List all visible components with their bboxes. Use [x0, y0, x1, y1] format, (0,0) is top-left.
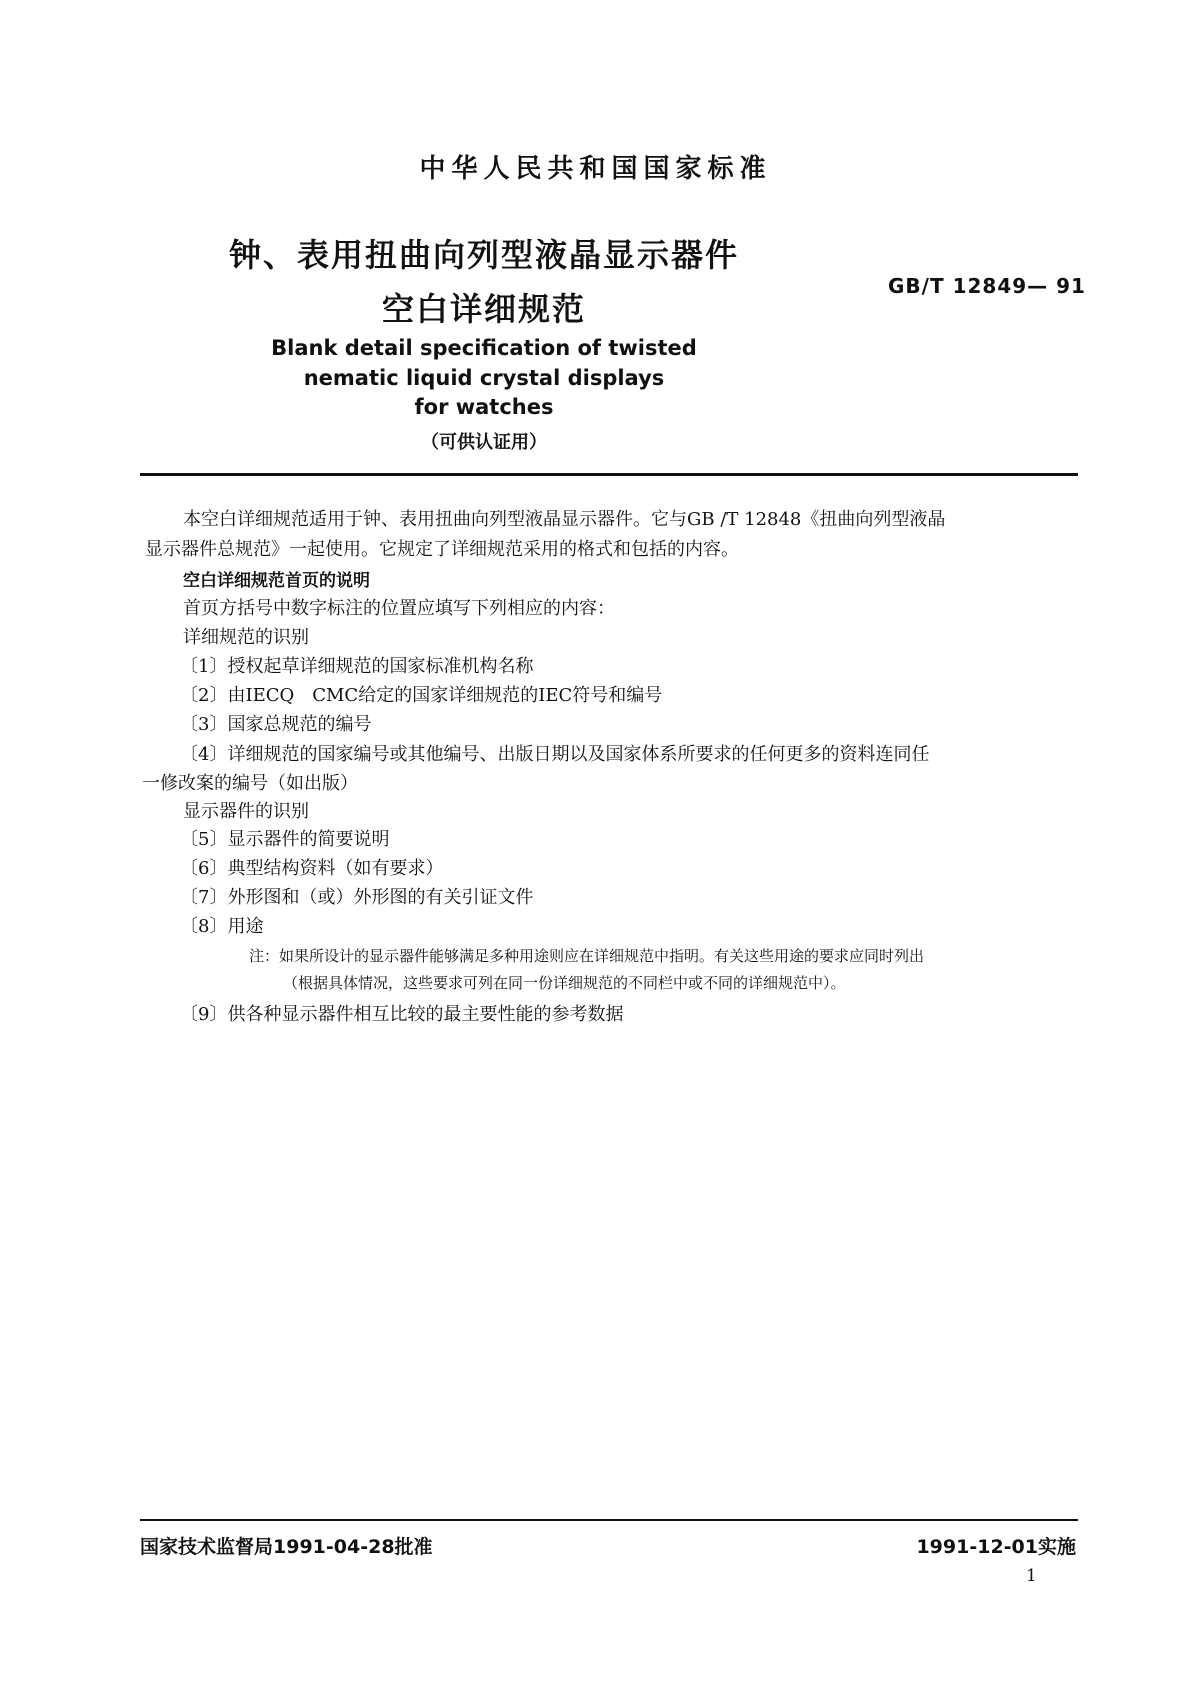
item-number: 〔7〕: [180, 887, 228, 908]
note-line-2: （根据具体情况，这些要求可列在同一份详细规范的不同栏中或不同的详细规范中）。: [283, 974, 846, 992]
item-number: 〔4〕: [180, 744, 228, 765]
english-title-line-2: nematic liquid crystal displays: [303, 366, 665, 390]
item-4-continuation: 一修改案的编号（如出版）: [142, 773, 358, 794]
intro-line-1: 本空白详细规范适用于钟、表用扭曲向列型液晶显示器件。它与GB /T 12848《扭曲向列型液晶: [183, 509, 946, 530]
certification-note: （可供认证用）: [421, 432, 547, 453]
note-line-1: 注：如果所设计的显示器件能够满足多种用途则应在详细规范中指明。有关这些用途的要求应同时列出: [249, 947, 925, 965]
page-number: 1: [1026, 1566, 1037, 1586]
list-item: [180, 825, 389, 851]
effective-date: 1991-12-01实施: [916, 1536, 1076, 1558]
item-number: 〔3〕: [180, 714, 228, 735]
item-text: 外形图和（或）外形图的有关引证文件: [227, 887, 534, 908]
item-text: 用途: [227, 916, 264, 937]
title-line-2: 空白详细规范: [381, 290, 586, 328]
list-item: [180, 912, 263, 938]
item-text: 显示器件的简要说明: [227, 829, 390, 850]
item-text: 国家总规范的编号: [227, 714, 372, 735]
item-number: 〔1〕: [180, 656, 228, 677]
group-heading-display-id: 显示器件的识别: [183, 801, 309, 822]
issuer: 中华人民共和国国家标准: [419, 154, 772, 184]
header-rule: [140, 473, 1078, 476]
item-number: 〔2〕: [180, 685, 228, 706]
item-text: 授权起草详细规范的国家标准机构名称: [227, 656, 534, 677]
approval-info: 国家技术监督局1991-04-28批准: [140, 1536, 433, 1558]
list-item: [180, 1000, 623, 1026]
list-item: [180, 652, 533, 678]
english-title-line-1: Blank detail specification of twisted: [271, 336, 697, 360]
item-text: 供各种显示器件相互比较的最主要性能的参考数据: [227, 1004, 624, 1025]
list-item: [180, 854, 443, 880]
list-item: [180, 883, 533, 909]
list-item: [180, 710, 371, 736]
group-heading-spec-id: 详细规范的识别: [183, 627, 309, 648]
item-number: 〔8〕: [180, 916, 228, 937]
item-number: 〔9〕: [180, 1004, 228, 1025]
standard-number: GB/T 12849— 91: [888, 274, 1086, 298]
item-text: 由IECQ CMC给定的国家详细规范的IEC符号和编号: [227, 685, 663, 706]
item-text: 详细规范的国家编号或其他编号、出版日期以及国家体系所要求的任何更多的资料连同任: [227, 744, 930, 765]
footer-rule: [140, 1519, 1078, 1521]
english-title-line-3: for watches: [414, 395, 554, 419]
title-line-1: 钟、表用扭曲向列型液晶显示器件: [228, 236, 739, 274]
list-item: [180, 681, 662, 707]
section-description: 首页方括号中数字标注的位置应填写下列相应的内容：: [183, 598, 615, 619]
intro-line-2: 显示器件总规范》一起使用。它规定了详细规范采用的格式和包括的内容。: [145, 539, 739, 560]
item-number: 〔6〕: [180, 858, 228, 879]
item-number: 〔5〕: [180, 829, 228, 850]
section-heading: 空白详细规范首页的说明: [183, 571, 370, 591]
list-item: [180, 740, 929, 766]
item-text: 典型结构资料（如有要求）: [227, 858, 444, 879]
